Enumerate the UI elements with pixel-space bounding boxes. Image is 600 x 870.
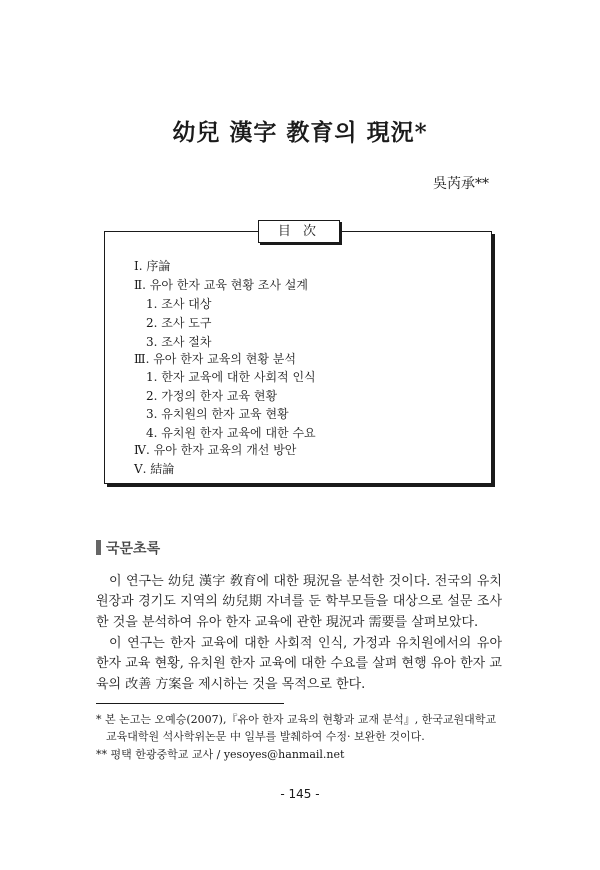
toc-item: 1. 한자 교육에 대한 사회적 인식	[146, 370, 316, 384]
abstract-heading	[96, 538, 160, 558]
abstract-paragraph-text: 이 연구는 幼兒 漢字 敎育에 대한 現況을 분석한 것이다. 전국의 유치원장과 경기도 지역의 幼兒期 자녀를 둔 학부모들을 대상으로 설문 조사한 것을 분석하여 유아 한자 교육에 관한 現況과 需要를 살펴보았다.	[96, 574, 502, 630]
toc-item: Ⅲ. 유아 한자 교육의 현황 분석	[134, 352, 296, 366]
footnote-2: ** 평택 한광중학교 교사 / yesoyes@hanmail.net	[96, 748, 345, 761]
toc-heading: 目 次	[258, 220, 340, 243]
section-marker-icon	[96, 540, 101, 555]
toc-item: 2. 가정의 한자 교육 현황	[146, 389, 278, 403]
toc-item: 3. 유치원의 한자 교육 현황	[146, 407, 289, 421]
footnote-divider	[96, 703, 284, 704]
footnote-1	[96, 711, 496, 745]
abstract-paragraph	[96, 634, 502, 695]
toc-item: Ⅱ. 유아 한자 교육 현황 조사 설계	[134, 278, 308, 292]
footnote-1-line-2: 교육대학원 석사학위논문 中 일부를 발췌하여 수정· 보완한 것이다.	[106, 730, 425, 743]
author-name: 吳芮承**	[433, 176, 489, 192]
page-number: - 145 -	[280, 787, 320, 801]
paper-title: 幼兒 漢字 教育의 現況*	[172, 119, 428, 146]
toc-item: Ⅳ. 유아 한자 교육의 개선 방안	[134, 443, 297, 457]
toc-item: Ⅰ. 序論	[134, 259, 171, 273]
footnote-1-line-1: * 본 논고는 오예승(2007),『유아 한자 교육의 현황과 교재 분석』, 한국교원대학교	[96, 713, 497, 726]
abstract-paragraph-text: 이 연구는 한자 교육에 대한 사회적 인식, 가정과 유치원에서의 유아 한자 교육 현황, 유치원 한자 교육에 대한 수요를 살펴 현행 유아 한자 교육의 改善 方案을 제시하는 것을 목적으로 한다.	[96, 636, 502, 692]
abstract-paragraph	[96, 572, 502, 633]
abstract-heading-label: 국문초록	[106, 541, 161, 557]
toc-item: 3. 조사 절차	[146, 335, 212, 349]
toc-item: 2. 조사 도구	[146, 316, 212, 330]
toc-item: Ⅴ. 結論	[134, 462, 175, 476]
toc-item: 4. 유치원 한자 교육에 대한 수요	[146, 426, 316, 440]
toc-item: 1. 조사 대상	[146, 297, 212, 311]
